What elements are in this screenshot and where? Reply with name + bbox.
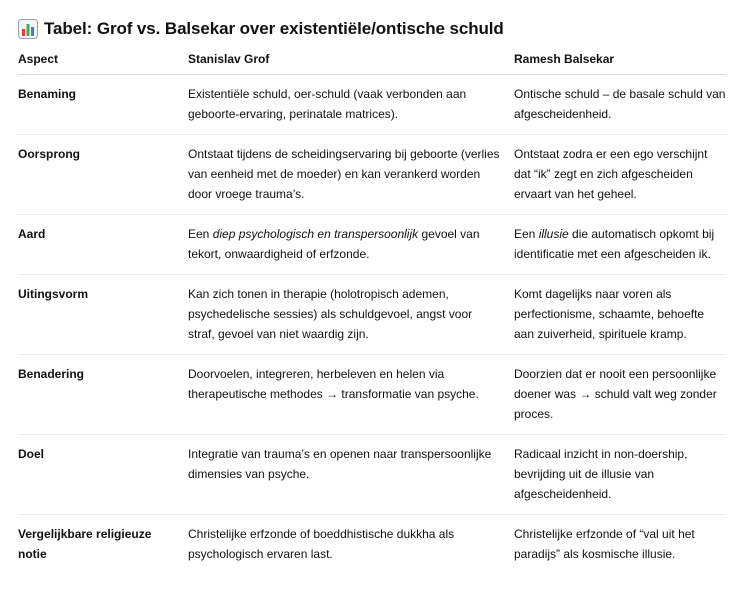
table-row [18,355,726,435]
cell-text: Een [188,227,213,241]
cell-text: Christelijke erfzonde of “val uit het paradijs” als kosmische illusie. [514,527,695,561]
cell-balsekar [514,435,726,515]
table-row [18,275,726,355]
emphasis-text: illusie [538,227,569,241]
cell-aspect: Vergelijkbare religieuze notie [18,527,152,561]
table-row [18,515,726,575]
cell-text: Ontstaat tijdens de scheidingservaring bij geboorte (verlies van eenheid met de moeder) en kan verankerd worden door vroege trauma’s. [188,147,500,201]
cell-text: Radicaal inzicht in non-doership, bevrijding uit de illusie van afgescheidenheid. [514,447,688,501]
cell-balsekar [514,135,726,215]
page-title [18,14,737,44]
cell-aspect: Doel [18,435,188,515]
cell-grof [188,135,514,215]
cell-grof [188,215,514,275]
cell-grof [188,75,514,135]
column-header-aspect: Aspect [18,46,188,75]
cell-balsekar [514,515,726,575]
cell-text: gevoel van tekort, onwaardigheid of erfzonde. [188,227,480,261]
cell-balsekar [514,275,726,355]
cell-grof [188,515,514,575]
cell-text: Kan zich tonen in therapie (holotropisch ademen, psychedelische sessies) als schuldgevoel, angst voor straf, gevoel van niet waardig zijn. [188,287,473,341]
table-row [18,135,726,215]
cell-text: Integratie van trauma’s en openen naar transpersoonlijke dimensies van psyche. [188,447,492,481]
table-header-row [18,46,726,75]
table-row [18,215,726,275]
cell-balsekar [514,75,726,135]
cell-aspect: Oorsprong [18,135,188,215]
bar-chart-icon [18,19,38,39]
table-row [18,75,726,135]
cell-text: Christelijke erfzonde of boeddhistische dukkha als psychologisch ervaren last. [188,527,455,561]
page-title-text: Tabel: Grof vs. Balsekar over existentiële/ontische schuld [44,19,504,38]
cell-balsekar [514,355,726,435]
table-body [18,75,726,575]
cell-text: Ontstaat zodra er een ego verschijnt dat “ik” zegt en zich afgescheiden ervaart van het geheel. [514,147,708,201]
cell-aspect: Aard [18,215,188,275]
cell-text: Existentiële schuld, oer-schuld (vaak verbonden aan geboorte-ervaring, perinatale matrices). [188,87,467,121]
comparison-table [18,46,726,574]
cell-text: Doorzien dat er nooit een persoonlijke doener was → schuld valt weg zonder proces. [514,367,717,421]
cell-aspect: Benadering [18,355,188,435]
cell-text: Een [514,227,539,241]
cell-grof [188,275,514,355]
cell-balsekar [514,215,726,275]
table-row [18,435,726,515]
cell-aspect: Benaming [18,75,188,135]
column-header-grof: Stanislav Grof [188,46,514,75]
cell-grof [188,435,514,515]
cell-text: die automatisch opkomt bij identificatie met een afgescheiden ik. [514,227,715,261]
cell-text: Komt dagelijks naar voren als perfectionisme, schaamte, behoefte aan zuiverheid, spirituele kramp. [514,287,705,341]
emphasis-text: diep psychologisch en transpersoonlijk [212,227,419,241]
column-header-balsekar: Ramesh Balsekar [514,46,726,75]
cell-aspect: Uitingsvorm [18,275,188,355]
cell-text: Doorvoelen, integreren, herbeleven en helen via therapeutische methodes → transformatie van psyche. [188,367,479,401]
cell-grof [188,355,514,435]
cell-text: Ontische schuld – de basale schuld van afgescheidenheid. [514,87,726,121]
